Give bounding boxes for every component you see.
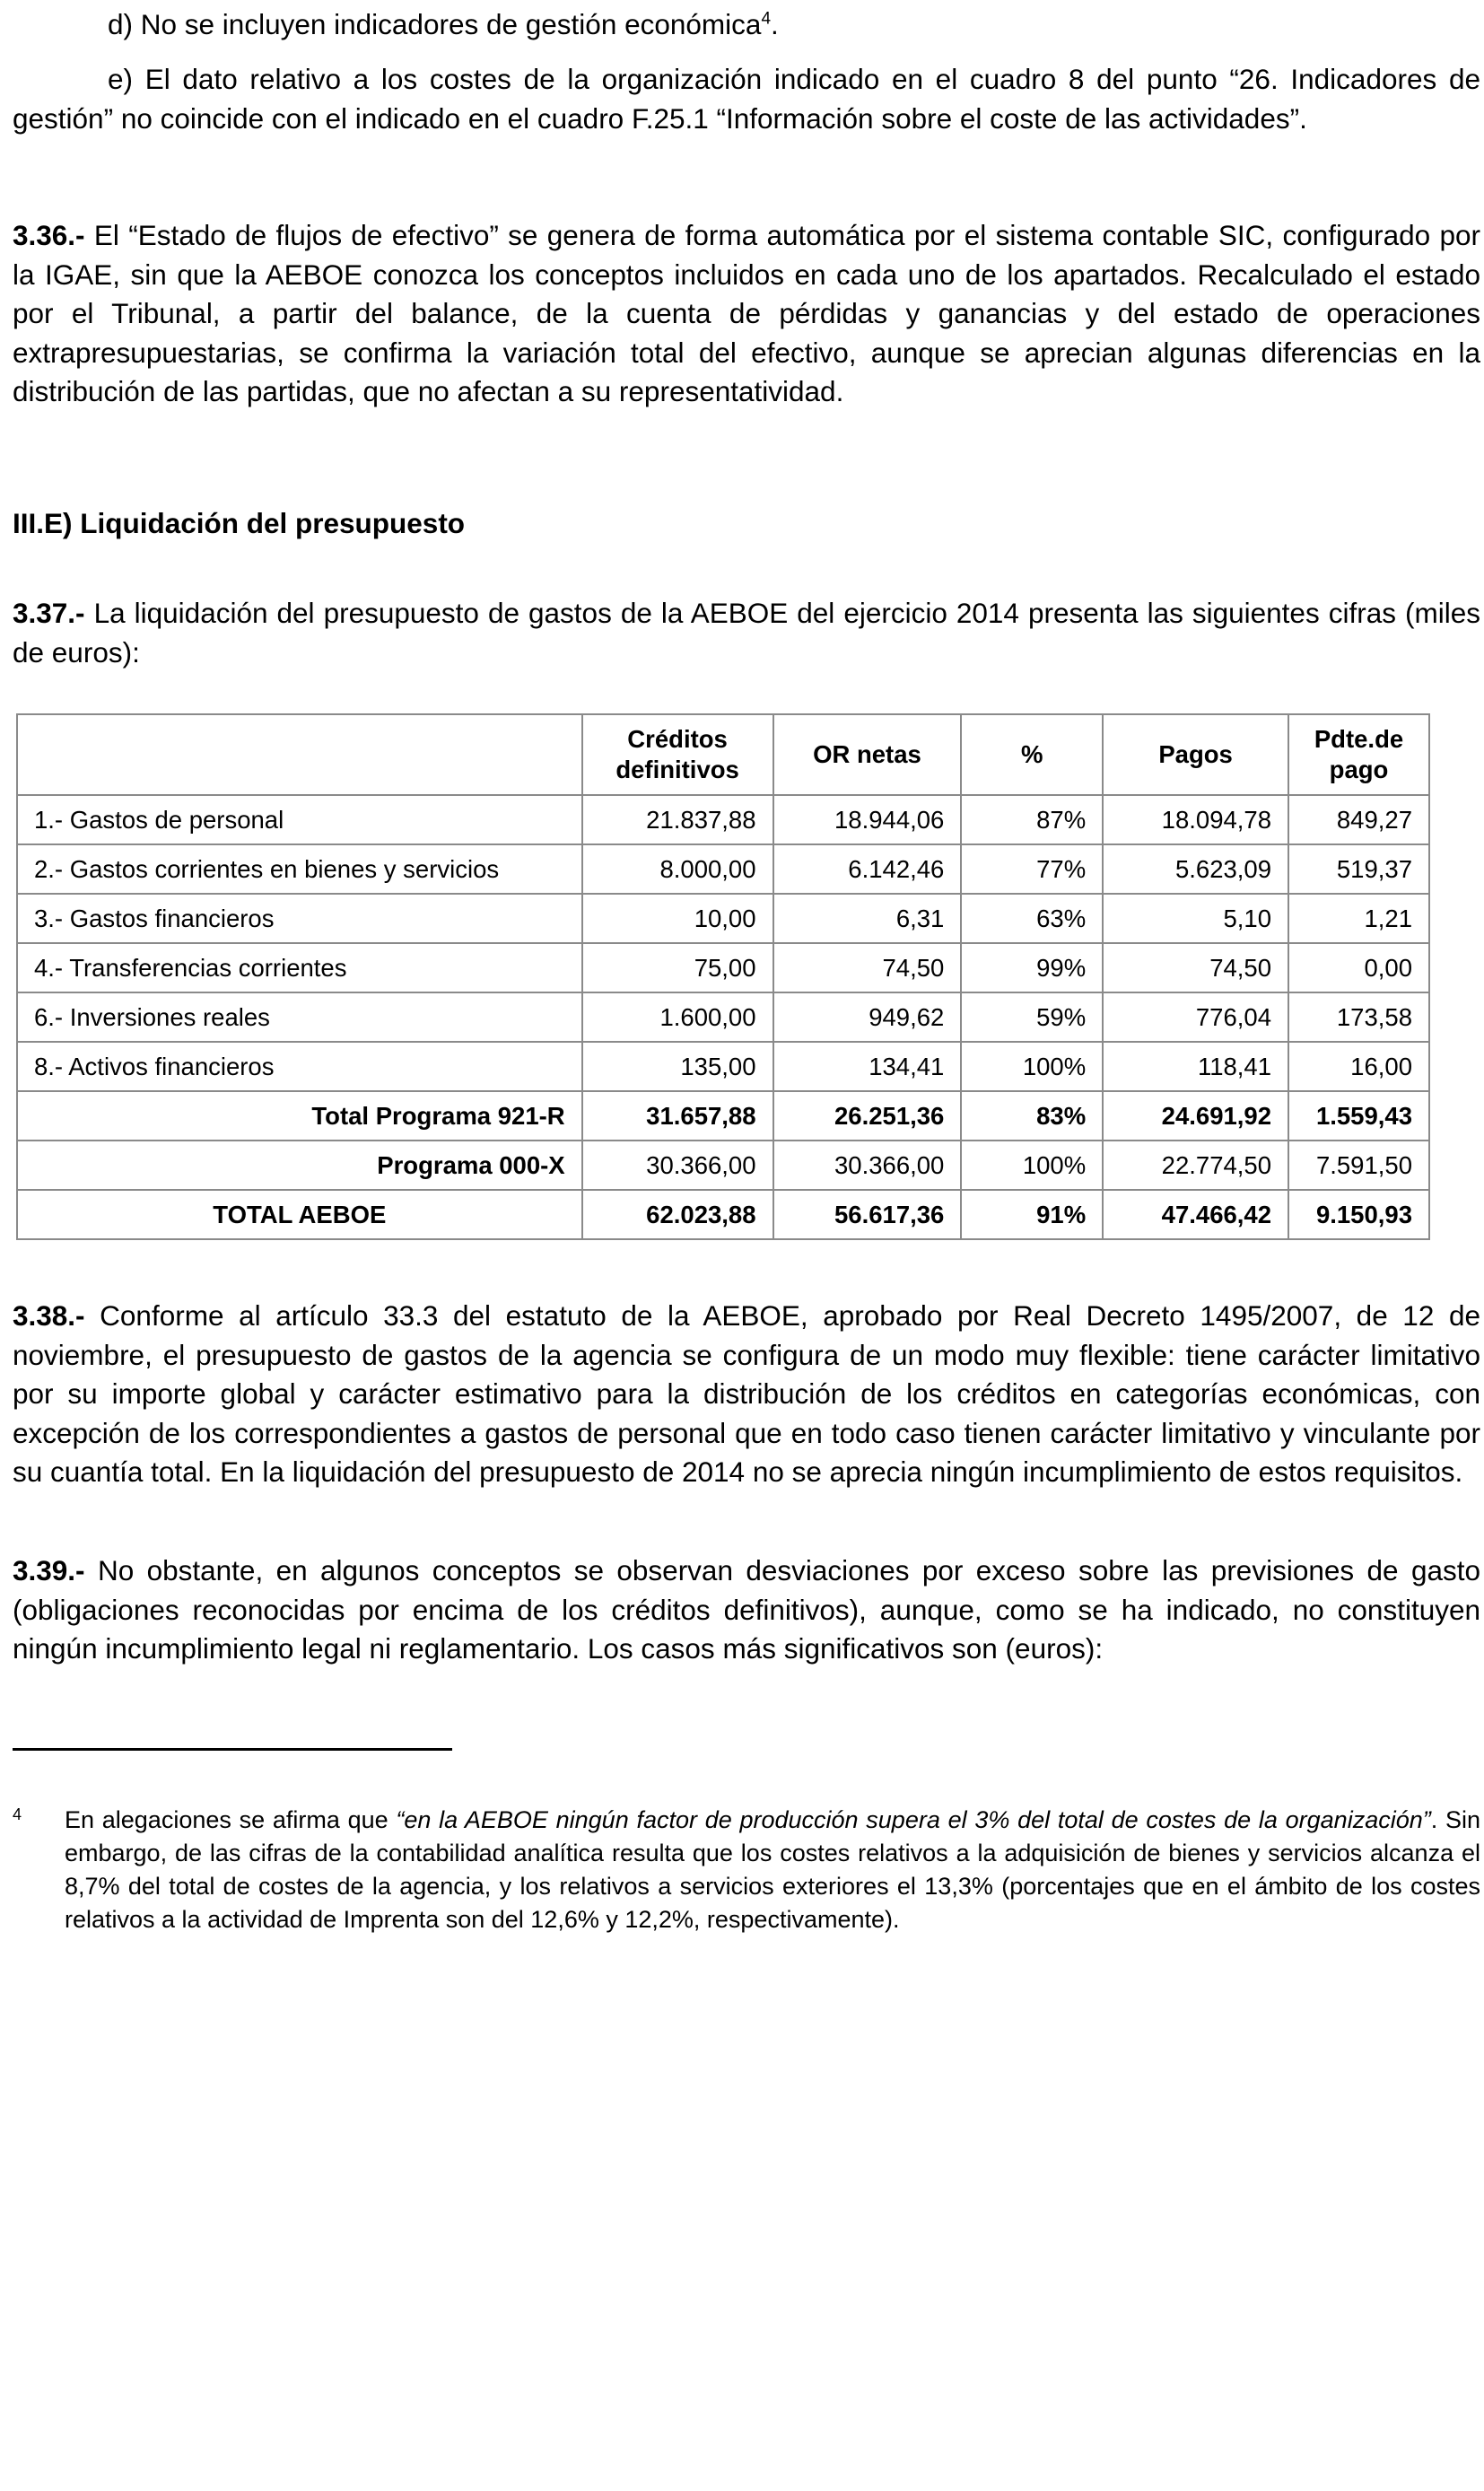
header-percent: % bbox=[961, 714, 1103, 795]
cell-value: 10,00 bbox=[582, 894, 773, 943]
table-row bbox=[17, 1190, 1429, 1239]
cell-value: 24.691,92 bbox=[1103, 1091, 1288, 1141]
cell-value: 47.466,42 bbox=[1103, 1190, 1288, 1239]
paragraph-3-37 bbox=[13, 594, 1480, 672]
cell-value: 87% bbox=[961, 795, 1103, 844]
footnote-separator bbox=[13, 1748, 452, 1751]
paragraph-d-text: d) No se incluyen indicadores de gestión económica bbox=[108, 8, 762, 40]
footnote-number: 4 bbox=[13, 1805, 22, 1823]
table-row bbox=[17, 844, 1429, 894]
cell-value: 173,58 bbox=[1288, 992, 1429, 1042]
cell-value: 7.591,50 bbox=[1288, 1141, 1429, 1190]
row-label: 8.- Activos financieros bbox=[17, 1042, 582, 1091]
footnote-post: . Sin embargo, de las cifras de la contabilidad analítica resulta que los costes relativos a la adquisición de bienes y servicios alcanza el 8,7% del total de costes de la agencia, y los relativos a servicios exteriores el 13,3% (porcentajes que en el ámbito de los costes relativos a la actividad de Imprenta son del 12,6% y 12,2%, respectivamente). bbox=[65, 1806, 1480, 1933]
paragraph-text: La liquidación del presupuesto de gastos de la AEBOE del ejercicio 2014 presenta las siguientes cifras (miles de euros): bbox=[13, 597, 1480, 669]
paragraph-text: No obstante, en algunos conceptos se observan desviaciones por exceso sobre las previsiones de gasto (obligaciones reconocidas por encima de los créditos definitivos), aunque, como se ha indicado, no constituyen ningún incumplimiento legal ni reglamentario. Los casos más significativos son (euros): bbox=[13, 1554, 1480, 1665]
cell-value: 77% bbox=[961, 844, 1103, 894]
cell-value: 26.251,36 bbox=[773, 1091, 962, 1141]
row-label: Total Programa 921-R bbox=[17, 1091, 582, 1141]
paragraph-3-38 bbox=[13, 1297, 1480, 1492]
section-heading: III.E) Liquidación del presupuesto bbox=[13, 507, 466, 539]
paragraph-d-end: . bbox=[771, 8, 779, 40]
footnote bbox=[13, 1804, 1480, 1936]
paragraph-e: e) El dato relativo a los costes de la organización indicado en el cuadro 8 del punto “26. Indicadores de gestión” no coincide con el indicado en el cuadro F.25.1 “Información sobre el coste de las actividades”. bbox=[13, 63, 1480, 135]
cell-value: 135,00 bbox=[582, 1042, 773, 1091]
cell-value: 134,41 bbox=[773, 1042, 962, 1091]
cell-value: 62.023,88 bbox=[582, 1190, 773, 1239]
table-row bbox=[17, 894, 1429, 943]
table-row bbox=[17, 992, 1429, 1042]
cell-value: 118,41 bbox=[1103, 1042, 1288, 1091]
header-concept bbox=[17, 714, 582, 795]
cell-value: 31.657,88 bbox=[582, 1091, 773, 1141]
row-label: Programa 000-X bbox=[17, 1141, 582, 1190]
cell-value: 83% bbox=[961, 1091, 1103, 1141]
cell-value: 776,04 bbox=[1103, 992, 1288, 1042]
budget-table bbox=[16, 713, 1430, 1240]
cell-value: 1.600,00 bbox=[582, 992, 773, 1042]
paragraph-number: 3.39.- bbox=[13, 1554, 85, 1586]
paragraph-text: Conforme al artículo 33.3 del estatuto de la AEBOE, aprobado por Real Decreto 1495/2007, de 12 de noviembre, el presupuesto de gastos de la agencia se configura de un modo muy flexible: tiene carácter limitativo por su importe global y carácter estimativo para la distribución de los créditos en categorías económicas, con excepción de los correspondientes a gastos de personal que en todo caso tienen carácter limitativo y vinculante por su cuantía total. En la liquidación del presupuesto de 2014 no se aprecia ningún incumplimiento de estos requisitos. bbox=[13, 1299, 1480, 1488]
cell-value: 30.366,00 bbox=[582, 1141, 773, 1190]
paragraph-number: 3.38.- bbox=[13, 1299, 85, 1332]
cell-value: 75,00 bbox=[582, 943, 773, 992]
cell-value: 59% bbox=[961, 992, 1103, 1042]
cell-value: 1.559,43 bbox=[1288, 1091, 1429, 1141]
paragraph-number: 3.36.- bbox=[13, 219, 85, 251]
cell-value: 519,37 bbox=[1288, 844, 1429, 894]
row-label: 6.- Inversiones reales bbox=[17, 992, 582, 1042]
table-row bbox=[17, 1091, 1429, 1141]
table-row bbox=[17, 943, 1429, 992]
paragraph-3-39 bbox=[13, 1551, 1480, 1669]
footnote-quote: “en la AEBOE ningún factor de producción supera el 3% del total de costes de la organización” bbox=[396, 1806, 1431, 1833]
paragraph-text: El “Estado de flujos de efectivo” se genera de forma automática por el sistema contable SIC, configurado por la IGAE, sin que la AEBOE conozca los conceptos incluidos en cada uno de los apartados. Recalculado el estado por el Tribunal, a partir del balance, de la cuenta de pérdidas y ganancias y del estado de operaciones extrapresupuestarias, se confirma la variación total del efectivo, aunque se aprecian algunas diferencias en la distribución de las partidas, que no afectan a su representatividad. bbox=[13, 219, 1480, 407]
header-or-netas: OR netas bbox=[773, 714, 962, 795]
row-label: 1.- Gastos de personal bbox=[17, 795, 582, 844]
paragraph-3-36 bbox=[13, 216, 1480, 412]
cell-value: 63% bbox=[961, 894, 1103, 943]
header-pendiente: Pdte.de pago bbox=[1288, 714, 1429, 795]
row-label: TOTAL AEBOE bbox=[17, 1190, 582, 1239]
paragraph-d bbox=[13, 5, 1480, 45]
cell-value: 16,00 bbox=[1288, 1042, 1429, 1091]
cell-value: 21.837,88 bbox=[582, 795, 773, 844]
cell-value: 74,50 bbox=[1103, 943, 1288, 992]
cell-value: 849,27 bbox=[1288, 795, 1429, 844]
cell-value: 22.774,50 bbox=[1103, 1141, 1288, 1190]
cell-value: 30.366,00 bbox=[773, 1141, 962, 1190]
cell-value: 100% bbox=[961, 1042, 1103, 1091]
cell-value: 18.944,06 bbox=[773, 795, 962, 844]
table-header-row bbox=[17, 714, 1429, 795]
row-label: 3.- Gastos financieros bbox=[17, 894, 582, 943]
row-label: 2.- Gastos corrientes en bienes y servicios bbox=[17, 844, 582, 894]
cell-value: 9.150,93 bbox=[1288, 1190, 1429, 1239]
table-row bbox=[17, 1141, 1429, 1190]
cell-value: 74,50 bbox=[773, 943, 962, 992]
cell-value: 100% bbox=[961, 1141, 1103, 1190]
cell-value: 0,00 bbox=[1288, 943, 1429, 992]
cell-value: 5,10 bbox=[1103, 894, 1288, 943]
footnote-ref[interactable]: 4 bbox=[761, 9, 772, 29]
cell-value: 1,21 bbox=[1288, 894, 1429, 943]
cell-value: 18.094,78 bbox=[1103, 795, 1288, 844]
cell-value: 6,31 bbox=[773, 894, 962, 943]
cell-value: 6.142,46 bbox=[773, 844, 962, 894]
paragraph-number: 3.37.- bbox=[13, 597, 85, 629]
row-label: 4.- Transferencias corrientes bbox=[17, 943, 582, 992]
cell-value: 5.623,09 bbox=[1103, 844, 1288, 894]
cell-value: 56.617,36 bbox=[773, 1190, 962, 1239]
table-row bbox=[17, 1042, 1429, 1091]
cell-value: 91% bbox=[961, 1190, 1103, 1239]
footnote-text bbox=[65, 1804, 1480, 1936]
table-row bbox=[17, 795, 1429, 844]
cell-value: 949,62 bbox=[773, 992, 962, 1042]
header-pagos: Pagos bbox=[1103, 714, 1288, 795]
header-creditos: Créditos definitivos bbox=[582, 714, 773, 795]
cell-value: 8.000,00 bbox=[582, 844, 773, 894]
cell-value: 99% bbox=[961, 943, 1103, 992]
footnote-pre: En alegaciones se afirma que bbox=[65, 1806, 397, 1833]
